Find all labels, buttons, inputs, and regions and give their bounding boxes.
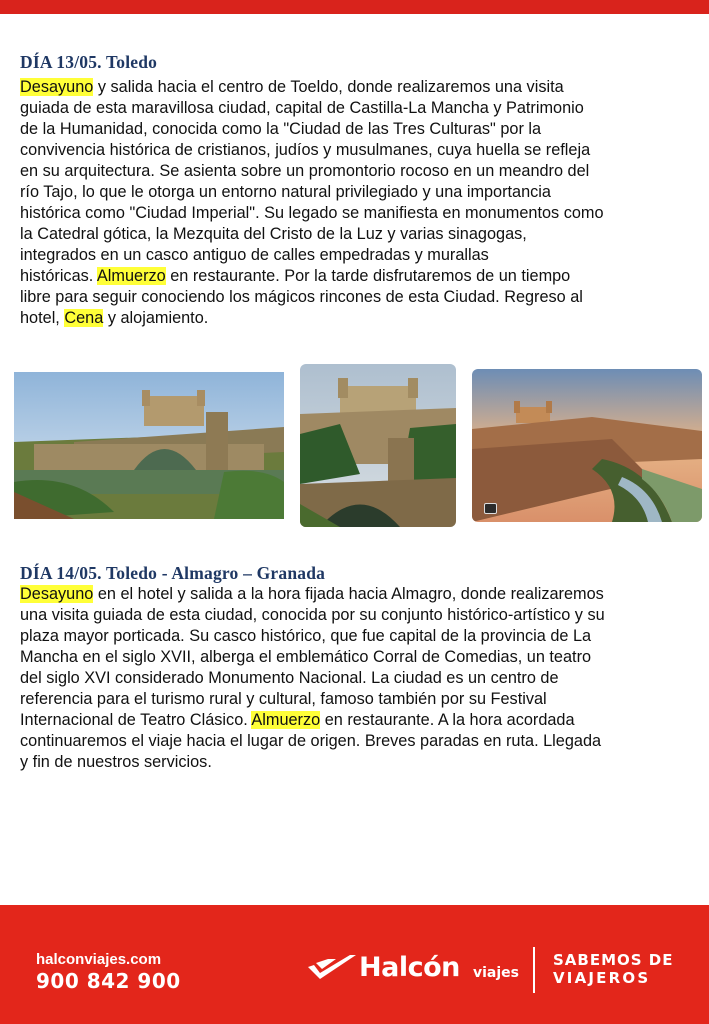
text-segment: referencia para el turismo rural y cultural, famoso también por su Festival — [20, 690, 547, 708]
text-line — [20, 752, 692, 773]
text-segment: y salida hacia el centro de Toeldo, donde realizaremos una visita — [93, 78, 564, 96]
highlighted-meal: Desayuno — [20, 585, 94, 603]
toledo-alcazar-photo — [300, 364, 456, 527]
text-segment: en su arquitectura. Se asienta sobre un promontorio rocoso en un meandro del — [20, 162, 590, 180]
text-segment: del siglo XVI considerado Monumento Nacional. La ciudad es un centro de — [20, 669, 559, 687]
text-segment: integrados en un casco antiguo de calles empedradas y murallas — [20, 246, 489, 264]
top-red-bar — [0, 0, 709, 14]
toledo-panorama-photo — [472, 369, 702, 522]
text-line — [20, 203, 692, 224]
day-13-description — [20, 77, 692, 329]
text-line — [20, 668, 692, 689]
text-segment: continuaremos el viaje hacia el lugar de origen. Breves paradas en ruta. Llegada — [20, 732, 602, 750]
text-segment: en restaurante. A la hora acordada — [320, 711, 575, 729]
text-line — [20, 710, 692, 731]
text-segment: hotel, — [20, 309, 65, 327]
highlighted-meal: Almuerzo — [96, 267, 166, 285]
text-segment: una visita guiada de esta ciudad, conocida por su conjunto histórico-artístico y su — [20, 606, 605, 624]
text-segment: convivencia histórica de cristianos, judíos y musulmanes, cuya huella se refleja — [20, 141, 591, 159]
text-line — [20, 245, 692, 266]
text-line — [20, 161, 692, 182]
text-line — [20, 689, 692, 710]
day-14-title: DÍA 14/05. Toledo - Almagro – Granada — [20, 563, 326, 583]
text-segment: río Tajo, lo que le otorga un entorno natural privilegiado y una importancia — [20, 183, 551, 201]
text-line — [20, 77, 692, 98]
text-line — [20, 266, 692, 287]
text-line — [20, 182, 692, 203]
day-13-title: DÍA 13/05. Toledo — [20, 52, 158, 72]
text-segment: y alojamiento. — [103, 309, 209, 327]
highlighted-meal: Cena — [64, 309, 104, 327]
highlighted-meal: Desayuno — [20, 78, 94, 96]
text-line — [20, 140, 692, 161]
tagline-line-2: VIAJEROS — [553, 969, 651, 987]
brand-subtitle: viajes — [473, 965, 519, 981]
text-segment: Internacional de Teatro Clásico. — [20, 711, 252, 729]
text-segment: guiada de esta maravillosa ciudad, capital de Castilla-La Mancha y Patrimonio — [20, 99, 584, 117]
text-segment: plaza mayor porticada. Su casco histórico, que fue capital de la provincia de La — [20, 627, 592, 645]
text-segment: de la Humanidad, conocida como la "Ciudad de las Tres Culturas" por la — [20, 120, 542, 138]
text-segment: y fin de nuestros servicios. — [20, 753, 212, 771]
text-line — [20, 119, 692, 140]
text-line — [20, 731, 692, 752]
footer-bar — [0, 905, 709, 1024]
text-line — [20, 224, 692, 245]
text-line — [20, 287, 692, 308]
text-segment: en el hotel y salida a la hora fijada hacia Almagro, donde realizaremos — [93, 585, 604, 603]
text-line — [20, 308, 692, 329]
brand-name: Halcón — [359, 952, 460, 983]
footer-divider — [533, 947, 535, 993]
text-line — [20, 647, 692, 668]
toledo-bridge-photo — [14, 372, 284, 519]
highlighted-meal: Almuerzo — [251, 711, 321, 729]
text-line — [20, 98, 692, 119]
image-gallery-icon — [484, 503, 497, 514]
footer-phone-number[interactable]: 900 842 900 — [36, 969, 181, 993]
text-line — [20, 605, 692, 626]
text-segment: históricas. — [20, 267, 97, 285]
text-segment: Mancha en el siglo XVII, alberga el emblemático Corral de Comedias, un teatro — [20, 648, 592, 666]
text-segment: en restaurante. Por la tarde disfrutaremos de un tiempo — [165, 267, 571, 285]
text-segment: libre para seguir conociendo los mágicos rincones de esta Ciudad. Regreso al — [20, 288, 583, 306]
footer-website-link[interactable]: halconviajes.com — [36, 951, 162, 968]
text-line — [20, 584, 692, 605]
tagline-line-1: SABEMOS DE — [553, 951, 674, 969]
text-segment: histórica como "Ciudad Imperial". Su legado se manifiesta en monumentos como — [20, 204, 604, 222]
text-segment: la Catedral gótica, la Mezquita del Cristo de la Luz y varias sinagogas, — [20, 225, 527, 243]
day-14-description — [20, 584, 692, 773]
text-line — [20, 626, 692, 647]
halcon-logo-icon — [306, 951, 358, 985]
